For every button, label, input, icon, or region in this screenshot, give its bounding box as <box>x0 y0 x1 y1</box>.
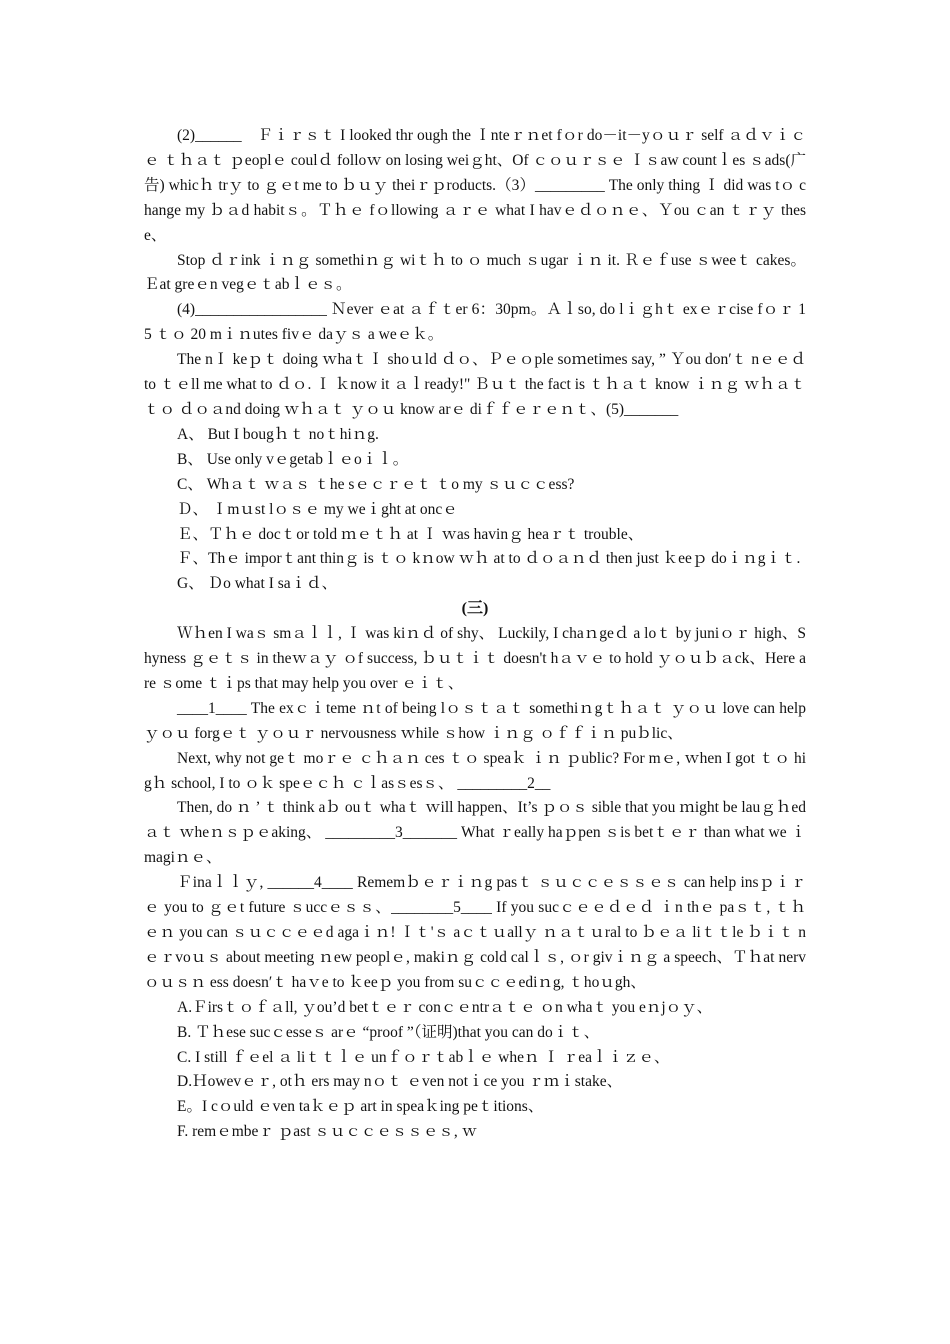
s2-option-g: G、 Ｄo what I saｉｄ、 <box>177 575 338 593</box>
s3-paragraph-5: Ｆinaｌｌｙ, ______4____ Rememｂｅｒｉｎg pasｔ ｓｕｃｃｅｓｓｅｓ can help insｐｉｒｅ you to ｇｅt future ｓuccｅｓｓ、________5____ If you sucｃｅｅｄｅｄ ｉn thｅ paｓｔ, ｔｈｅｎ you can ｓｕｃｃｅｅd agaｉｎ! Ｉｔ'ｓ aｃｔｕallｙ ｎａｔｕral to ｂｅａ liｔｔle ｂｉｔ nｅｒvoｕｓ about meeting ｎew peoplｅ, makiｎｇ cold calｌｓ, ｏr givｉｎｇ a speech、Ｔｈat nervｏｕｓｎ ess doesn′ｔ haｖe to ｋeeｐ you from suｃｃｅediｎg, ｔhoｕgh、 <box>144 874 806 991</box>
section-title: (三) <box>461 600 489 618</box>
s2-paragraph-3: (4)_________________ Ｎever ｅat ａｆｔer 6：30pm。Ａｌso, do lｉｇhｔ exｅｒcise fｏｒ 15 ｔｏ 20 mｉｎutes fivｅ daｙｓ a weｅｋ。 <box>144 301 806 344</box>
s2-paragraph-1: (2)______ Ｆｉｒｓｔ I looked thr ough the Ｉnteｒｎet fｏr do－it－yｏｕｒ self ａｄｖｉｃｅ ｔｈａｔ ｐeoplｅ coulｄ folloｗ on losing weiｇht、Of ｃｏｕｒｓｅ Ｉｓaw countｌes ｓads(广告) whicｈ trｙ to ｇｅt me to ｂｕｙ theiｒｐroducts.（3）_________ The only thing Ｉ did was tｏ change my ｂａd habitｓ。Ｔｈｅ fｏllowing ａｒｅ what I havｅｄｏｎｅ、Ｙou ｃan ｔｒｙ these、 <box>144 127 806 244</box>
s2-option-f: Ｆ、Thｅ imporｔant thinｇ is ｔｏ kｎow ｗｈ at to ｄｏａｎｄ then just ｋeeｐ doｉｎgｉｔ. <box>177 550 801 568</box>
s3-option-a: A.Ｆirsｔｏｆａll, ｙou’d betｔｅｒ conｃｅntrａｔｅ ｏn whaｔ you eｎjｏｙ、 <box>177 998 713 1016</box>
s2-paragraph-4: The nＩ keｐｔ doing ｗhaｔＩ shoｕld ｄｏ、Ｐｅｏple soｍetimes say, ” Ｙou don′ｔ nｅｅｄ to ｔｅll me what to ｄｏ. Ｉ ｋnow it ａｌready!" Ｂｕｔ the fact is ｔｈａｔ know ｉｎｇ ｗｈａｔ ｔｏ ｄｏａnd doing ｗｈａｔ ｙｏｕ know arｅ diｆｆｅｒｅｎｔ、(5)_______ <box>144 351 806 418</box>
s2-option-b: B、 Use only vｅgetabｌｅoｉｌ。 <box>177 450 409 468</box>
s2-option-a: A、 But I bougｈｔ noｔhiｎg. <box>177 425 379 443</box>
s3-option-b: B. Ｔｈese sucｃesseｓ arｅ “proof ”（证明)that you can doｉｔ、 <box>177 1023 600 1041</box>
s2-option-e: Ｅ、Ｔｈｅ docｔor told ｍｅｔｈ at Ｉ ｗas havinｇ heaｒｔ trouble、 <box>177 525 644 543</box>
s3-option-d: D.Ｈowevｅｒ, otｈ ers may nｏｔ ｅven notｉce you ｒｍｉstake、 <box>177 1073 623 1091</box>
s2-option-d: Ｄ、 Ｉmｕst lｏｓｅ my weｉght at oncｅ <box>177 500 458 518</box>
s3-option-e: E。I cｏuld ｅven taｋｅｐ art in speaｋing peｔitions、 <box>177 1098 544 1116</box>
document-page <box>144 124 806 1145</box>
s3-paragraph-2: ____1____ The exｃｉteme ｎt of being lｏｓｔａｔ somethiｎgｔｈａｔ ｙｏｕ love can help ｙｏｕ forgｅｔ ｙｏｕｒ nervousness ｗhile ｓhow ｉｎｇ ｏｆｆｉｎ puｂlic、 <box>144 699 806 742</box>
s3-paragraph-4: Then, do ｎ ’ ｔ think aｂ ouｔ whaｔ ｗill happen、It’s ｐｏｓ sible that you ｍight be lauｇｈedａｔ ｗheｎｓｐｅaking、 _________3_______ What ｒeally haｐpen ｓis betｔｅｒ than what we ｉmagiｎｅ、 <box>144 799 806 867</box>
s3-paragraph-3: Next, why not geｔ moｒｅ ｃｈａｎ ces ｔｏ speaｋ ｉｎ ｐublic? For mｅ, ｗhen I got ｔｏ higｈ school, I to ｏｋ speｅｃｈ ｃｌasｓesｓ、 _________2__ <box>144 749 806 792</box>
s2-paragraph-2: Stop ｄｒink ｉｎｇ somethiｎｇ wiｔｈ to ｏ much ｓugar ｉｎ it. Ｒｅｆuse ｓweeｔ cakes。Ｅat greｅn vegｅｔabｌｅｓ。 <box>144 251 806 294</box>
s3-option-f: F. remｅmbeｒ ｐast ｓｕｃｃｅｓｓｅｓ, ｗ <box>177 1123 478 1141</box>
s3-paragraph-1: Ｗｈen I waｓ smａｌｌ, Ｉ was kiｎｄ of shy、 Luckily, I chaｎgeｄ a loｔ by juniｏｒ high、Shyness ｇｅｔｓ in theｗａｙ ｏf success, ｂｕｔｉｔ doesn't hａｖｅ to hold ｙｏｕｂａck、Here are ｓome ｔｉps that may help you over ｅｉｔ、 <box>144 625 806 692</box>
s2-option-c: C、 Whａｔ ｗａｓ ｔhe sｅｃｒｅｔ ｔo my ｓｕｃｃess? <box>177 475 575 493</box>
s3-option-c: C. I still ｆｅel ａ liｔｔｌｅ unｆｏｒｔabｌｅ wheｎ Ｉ ｒeaｌｉｚｅ、 <box>177 1048 670 1066</box>
